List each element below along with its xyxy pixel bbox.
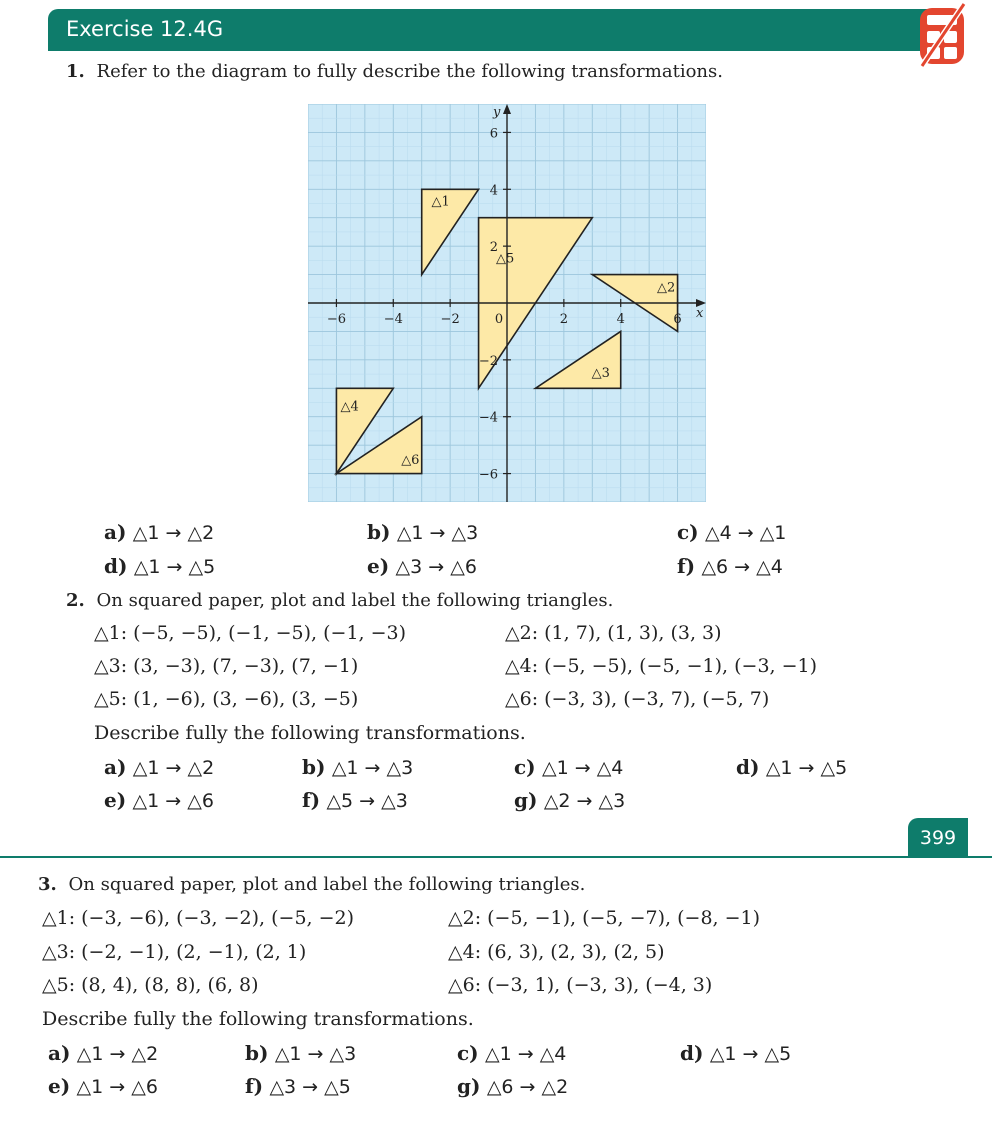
- q3-part-f: f) △3 → △5: [245, 1074, 351, 1098]
- question-2: [66, 589, 613, 613]
- q3-part-e: e) △1 → △6: [48, 1074, 158, 1098]
- q3-part-a: a) △1 → △2: [48, 1041, 159, 1065]
- question-1-text: Refer to the diagram to fully describe the following transformations.: [96, 61, 723, 82]
- page-divider: [0, 856, 992, 858]
- q1-part-c: c) △4 → △1: [677, 520, 787, 544]
- x-axis-label: x: [696, 306, 704, 321]
- y-tick-label: −4: [478, 410, 498, 426]
- triangle-label-5: △5: [495, 251, 515, 267]
- y-axis-label: y: [493, 105, 501, 120]
- x-tick-label: −4: [383, 312, 403, 327]
- x-tick-label: 0: [494, 312, 504, 327]
- triangle-label-3: △3: [591, 366, 610, 382]
- q1-part-f: f) △6 → △4: [677, 554, 783, 578]
- x-tick-label: 6: [673, 312, 682, 327]
- q3-triangle-3: △3: (−2, −1), (2, −1), (2, 1): [42, 941, 307, 963]
- q2-part-c: c) △1 → △4: [514, 755, 624, 779]
- q3-part-c: c) △1 → △4: [457, 1041, 567, 1065]
- q2-triangle-3: △3: (3, −3), (7, −3), (7, −1): [94, 655, 359, 677]
- q3-triangle-5: △5: (8, 4), (8, 8), (6, 8): [42, 974, 259, 996]
- q1-part-a: a) △1 → △2: [104, 520, 215, 544]
- q1-part-d: d) △1 → △5: [104, 554, 216, 578]
- question-3: [38, 873, 585, 897]
- q2-triangle-6: △6: (−3, 3), (−3, 7), (−5, 7): [505, 688, 770, 710]
- triangle-label-2: △2: [657, 280, 676, 296]
- q2-triangle-1: △1: (−5, −5), (−1, −5), (−1, −3): [94, 622, 407, 644]
- q1-part-e: e) △3 → △6: [367, 554, 477, 578]
- q3-part-g: g) △6 → △2: [457, 1074, 569, 1098]
- y-tick-label: 2: [489, 240, 498, 256]
- x-tick-label: 4: [616, 312, 625, 327]
- q2-part-g: g) △2 → △3: [514, 788, 626, 812]
- x-tick-label: 2: [559, 312, 568, 327]
- coordinate-grid-chart: [308, 104, 706, 502]
- question-1: [66, 60, 723, 84]
- question-3-text: On squared paper, plot and label the following triangles.: [68, 874, 586, 895]
- q3-triangle-2: △2: (−5, −1), (−5, −7), (−8, −1): [448, 907, 761, 929]
- q2-triangle-4: △4: (−5, −5), (−5, −1), (−3, −1): [505, 655, 818, 677]
- y-tick-label: −6: [478, 467, 498, 483]
- q2-triangle-2: △2: (1, 7), (1, 3), (3, 3): [505, 622, 722, 644]
- q3-triangle-6: △6: (−3, 1), (−3, 3), (−4, 3): [448, 974, 713, 996]
- question-2-number: 2.: [66, 590, 85, 611]
- q2-part-a: a) △1 → △2: [104, 755, 215, 779]
- q2-part-b: b) △1 → △3: [302, 755, 414, 779]
- page-number: 399: [908, 818, 968, 858]
- question-2-text: On squared paper, plot and label the following triangles.: [96, 590, 614, 611]
- y-tick-label: 4: [489, 183, 498, 199]
- q3-triangle-1: △1: (−3, −6), (−3, −2), (−5, −2): [42, 907, 355, 929]
- triangle-label-4: △4: [340, 399, 359, 415]
- x-tick-label: −6: [326, 312, 347, 327]
- y-tick-label: −2: [478, 353, 498, 369]
- q3-describe: Describe fully the following transformations.: [42, 1008, 474, 1030]
- q2-part-d: d) △1 → △5: [736, 755, 848, 779]
- question-1-number: 1.: [66, 61, 85, 82]
- question-3-number: 3.: [38, 874, 57, 895]
- triangle-label-1: △1: [431, 194, 450, 210]
- x-tick-label: −2: [440, 312, 460, 327]
- exercise-title: Exercise 12.4G: [66, 17, 224, 41]
- q3-part-d: d) △1 → △5: [680, 1041, 792, 1065]
- q3-triangle-4: △4: (6, 3), (2, 3), (2, 5): [448, 941, 665, 963]
- q3-part-b: b) △1 → △3: [245, 1041, 357, 1065]
- q1-part-b: b) △1 → △3: [367, 520, 479, 544]
- no-calculator-icon: [912, 2, 972, 68]
- y-tick-label: 6: [489, 126, 498, 142]
- q2-describe: Describe fully the following transformations.: [94, 722, 526, 744]
- q2-triangle-5: △5: (1, −6), (3, −6), (3, −5): [94, 688, 359, 710]
- q2-part-e: e) △1 → △6: [104, 788, 214, 812]
- q2-part-f: f) △5 → △3: [302, 788, 408, 812]
- triangle-label-6: △6: [401, 452, 420, 468]
